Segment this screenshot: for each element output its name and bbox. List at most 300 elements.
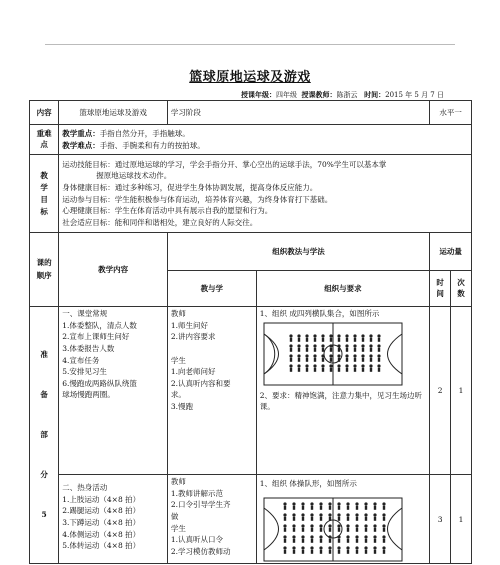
student-figure-body	[347, 517, 349, 521]
student-figure-body	[365, 539, 367, 543]
student-figure	[301, 546, 304, 549]
student-figure	[337, 502, 340, 505]
student-figure-body	[356, 550, 358, 554]
org-requirements-header: 组织与要求	[256, 271, 429, 307]
student-figure-body	[320, 528, 322, 532]
student-figure-body	[320, 506, 322, 510]
student-figure-body	[346, 338, 348, 342]
student-figure	[305, 334, 308, 337]
student-figure	[346, 546, 349, 549]
student-figure-body	[370, 348, 372, 352]
student-figure-body	[293, 550, 295, 554]
student-figure-body	[311, 506, 313, 510]
student-figure-body	[290, 368, 292, 372]
student-figure-body	[374, 506, 376, 510]
student-figure-body	[338, 358, 340, 362]
row-content	[30, 101, 472, 125]
student-figure-body	[320, 550, 322, 554]
student-figure	[328, 502, 331, 505]
student-figure	[337, 524, 340, 527]
key-point-text: 手指自然分开，手指触球。	[99, 128, 190, 138]
document-title: 篮球原地运球及游戏	[189, 70, 311, 85]
section1-time: 2	[430, 307, 451, 475]
student-figure-body	[306, 368, 308, 372]
student-figure	[301, 513, 304, 516]
content-line: 4.体侧运动（4×8 拍）	[62, 529, 141, 539]
student-figure	[361, 364, 364, 367]
student-figure	[345, 354, 348, 357]
goal-line: 运动技能目标：通过原地运球的学习，学会手指分开、掌心空出的运球手法，70%学生可以基本掌	[62, 159, 387, 169]
student-figure	[337, 354, 340, 357]
student-figure-body	[330, 348, 332, 352]
student-figure	[382, 513, 385, 516]
student-figure-body	[338, 539, 340, 543]
part-char: 部	[40, 430, 48, 439]
student-figure	[292, 546, 295, 549]
teach-line: 2.学习模仿教师动	[170, 546, 231, 556]
time-label: 时间：	[364, 90, 386, 99]
stage-cell: 学习阶段	[167, 101, 429, 125]
student-figure-body	[356, 539, 358, 543]
student-figure-body	[362, 358, 364, 362]
student-figure	[377, 344, 380, 347]
court-left-arc	[264, 334, 275, 374]
content-line: 球场慢跑两圈。	[62, 390, 115, 400]
student-figure	[382, 546, 385, 549]
student-figure-body	[284, 506, 286, 510]
student-figure-body	[374, 539, 376, 543]
teacher-label: 授课教师：	[301, 90, 337, 99]
content-line: 2.踢腿运动（4×8 拍）	[62, 506, 141, 516]
student-figure	[345, 334, 348, 337]
section2-time: 3	[430, 475, 451, 564]
student-figure-body	[354, 358, 356, 362]
student-figure-body	[298, 368, 300, 372]
student-figure-body	[338, 506, 340, 510]
exercise-load-header: 运动量	[430, 233, 472, 271]
teacher-value: 陈浙云	[336, 91, 358, 99]
student-figure	[369, 344, 372, 347]
student-figure	[319, 546, 322, 549]
student-figure-body	[378, 338, 380, 342]
order-label-text: 课的顺序	[36, 257, 52, 280]
student-figure	[337, 513, 340, 516]
student-figure-body	[338, 348, 340, 352]
student-figure	[361, 344, 364, 347]
student-figure	[289, 334, 292, 337]
student-figure	[337, 334, 340, 337]
goals-label-text: 教学目标	[40, 170, 48, 216]
student-figure-body	[322, 348, 324, 352]
student-figure	[382, 502, 385, 505]
student-figure-body	[374, 550, 376, 554]
student-figure	[301, 524, 304, 527]
teach-line: 3.慢跑	[170, 402, 194, 411]
student-figure-body	[365, 528, 367, 532]
student-figure-body	[306, 338, 308, 342]
student-figure-body	[302, 506, 304, 510]
student-figure-body	[338, 528, 340, 532]
student-figure	[373, 502, 376, 505]
student-figure	[283, 546, 286, 549]
student-figure	[301, 535, 304, 538]
student-figure-body	[284, 539, 286, 543]
content-line: 1.上肢运动（4×8 拍）	[62, 494, 141, 504]
student-figure	[283, 535, 286, 538]
part-char: 备	[40, 390, 48, 399]
student-figure	[346, 535, 349, 538]
goals-label	[30, 155, 59, 233]
court-left-key	[264, 334, 279, 374]
student-figure-body	[370, 368, 372, 372]
student-figure	[321, 334, 324, 337]
student-figure	[369, 334, 372, 337]
student-figure	[310, 524, 313, 527]
org-text: 2、要求：精神饱满，注意力集中，见习生场边听课。	[259, 391, 422, 412]
student-figure	[329, 344, 332, 347]
content-line: 5.体转运动（4×8 拍）	[62, 541, 141, 551]
teach-line: 2.认真听内容和要	[170, 378, 231, 388]
student-figure	[364, 513, 367, 516]
student-figure	[353, 354, 356, 357]
goals-cell	[59, 155, 472, 233]
student-figure	[319, 502, 322, 505]
student-figure	[346, 502, 349, 505]
teach-line: 教师	[170, 309, 186, 318]
row-section-2	[30, 475, 472, 564]
content-label: 内容	[30, 101, 59, 125]
org-text: 1、组织 成四列横队集合，如图所示	[259, 309, 380, 318]
student-figure-body	[293, 517, 295, 521]
student-figure	[364, 546, 367, 549]
student-figure	[382, 524, 385, 527]
student-figure	[313, 334, 316, 337]
student-figure	[364, 535, 367, 538]
student-figure-body	[284, 550, 286, 554]
student-figure-body	[322, 368, 324, 372]
student-figure	[369, 364, 372, 367]
content-line: 2.宣布上课师生问好	[62, 332, 130, 342]
student-figure-body	[290, 348, 292, 352]
times-header-text: 次数	[457, 278, 465, 298]
student-figure-body	[290, 338, 292, 342]
student-figure-body	[338, 517, 340, 521]
teach-line: 学生	[170, 355, 186, 365]
student-figure	[328, 513, 331, 516]
student-figure-body	[311, 550, 313, 554]
student-figure-body	[383, 517, 385, 521]
student-figure	[297, 364, 300, 367]
org-methods-header: 组织教法与学法	[167, 233, 429, 271]
student-figure	[328, 546, 331, 549]
student-figure-body	[346, 368, 348, 372]
teach-line	[171, 343, 253, 355]
student-figure-body	[329, 528, 331, 532]
student-figure-body	[374, 517, 376, 521]
student-figure-body	[365, 506, 367, 510]
court-right-key	[387, 508, 402, 550]
teach-line: 做	[170, 511, 179, 521]
student-figure	[321, 364, 324, 367]
grade-value: 四年级	[276, 91, 297, 99]
content-line: 3.体委报告人数	[62, 343, 115, 353]
grade-label: 授课年级：	[241, 90, 276, 99]
student-figure	[289, 354, 292, 357]
difficulty-text: 手指、手腕柔和有力的按拍球。	[99, 140, 205, 150]
lesson-meta	[241, 90, 444, 100]
student-figure-body	[354, 348, 356, 352]
student-figure	[382, 535, 385, 538]
student-figure-body	[365, 550, 367, 554]
student-figure-body	[330, 338, 332, 342]
student-figure-body	[378, 358, 380, 362]
student-figure	[310, 502, 313, 505]
student-figure	[321, 354, 324, 357]
content-line: 5.安排见习生	[62, 367, 107, 377]
student-figure-body	[338, 338, 340, 342]
time-value: 2015 年 5 月 7 日	[385, 91, 444, 99]
student-figure-body	[293, 539, 295, 543]
key-label: 重难点	[30, 125, 59, 155]
part-char: 分	[40, 470, 48, 479]
goal-line: 身体健康目标：通过多种练习，促进学生身体协调发展，提高身体反应能力。	[62, 182, 318, 192]
teach-line: 1.向老师问好	[170, 367, 216, 377]
student-figure	[297, 354, 300, 357]
court-left-key	[264, 508, 279, 550]
key-point-label: 教学重点：	[62, 128, 100, 138]
student-figure-body	[306, 358, 308, 362]
student-figure-body	[314, 358, 316, 362]
student-formation	[289, 334, 380, 371]
header-rule	[45, 44, 455, 45]
student-figure-body	[329, 506, 331, 510]
student-figure-body	[298, 358, 300, 362]
student-figure	[329, 354, 332, 357]
student-figure	[369, 354, 372, 357]
teach-line: 求。	[170, 390, 186, 400]
time-header-text: 时间	[436, 278, 444, 298]
teach-line: 教师	[170, 477, 186, 486]
section2-teach	[167, 475, 256, 564]
student-figure	[329, 334, 332, 337]
student-figure-body	[383, 539, 385, 543]
student-figure	[337, 364, 340, 367]
content-line: 6.慢跑成两路纵队绕篮	[62, 378, 137, 388]
student-figure	[355, 502, 358, 505]
student-figure-body	[338, 550, 340, 554]
student-figure-body	[374, 528, 376, 532]
student-figure	[337, 535, 340, 538]
teach-line: 1.认真听从口令	[170, 535, 224, 545]
student-figure-body	[347, 506, 349, 510]
student-figure	[305, 344, 308, 347]
student-figure	[361, 334, 364, 337]
student-figure-body	[329, 539, 331, 543]
student-figure	[310, 535, 313, 538]
section1-content	[59, 307, 168, 475]
student-figure	[310, 513, 313, 516]
student-figure-body	[378, 348, 380, 352]
student-figure	[301, 502, 304, 505]
section2-count: 1	[451, 475, 472, 564]
student-figure-body	[356, 517, 358, 521]
content-value: 篮球原地运球及游戏	[59, 101, 168, 125]
section2-org	[256, 475, 429, 564]
student-figure-body	[347, 550, 349, 554]
student-figure	[328, 535, 331, 538]
row-key-points	[30, 125, 472, 155]
student-figure-body	[370, 338, 372, 342]
student-figure-body	[370, 358, 372, 362]
lesson-plan-table	[29, 100, 472, 564]
student-figure-body	[356, 528, 358, 532]
student-figure	[305, 354, 308, 357]
student-figure-body	[298, 348, 300, 352]
student-figure-body	[347, 539, 349, 543]
student-figure	[353, 334, 356, 337]
student-figure-body	[329, 550, 331, 554]
student-figure	[373, 513, 376, 516]
part-label	[30, 307, 59, 564]
student-figure-body	[302, 517, 304, 521]
row-header-1	[30, 233, 472, 271]
student-figure-body	[346, 348, 348, 352]
student-figure-body	[311, 528, 313, 532]
student-figure	[328, 524, 331, 527]
difficulty-label: 教学难点：	[62, 140, 100, 150]
student-figure	[355, 535, 358, 538]
student-figure-body	[354, 368, 356, 372]
section1-teach	[167, 307, 256, 475]
teach-line: 1.教师讲解示范	[170, 488, 224, 498]
student-figure-body	[293, 528, 295, 532]
key-cell	[59, 125, 472, 155]
student-figure-body	[329, 517, 331, 521]
student-figure-body	[330, 368, 332, 372]
teach-line: 1.师生问好	[170, 320, 209, 330]
student-figure-body	[302, 528, 304, 532]
student-figure	[373, 524, 376, 527]
part-char: 5	[41, 510, 47, 519]
student-figure	[313, 344, 316, 347]
student-figure-body	[320, 517, 322, 521]
court-formation-diagram	[263, 322, 403, 386]
content-line: 一、课堂常规	[62, 309, 108, 318]
student-figure-body	[314, 368, 316, 372]
student-figure-body	[322, 358, 324, 362]
student-figure-body	[311, 517, 313, 521]
student-figure-body	[346, 358, 348, 362]
student-figure	[321, 344, 324, 347]
student-figure	[364, 524, 367, 527]
content-line: 1.体委整队，清点人数	[62, 320, 137, 330]
student-figure	[313, 354, 316, 357]
student-figure-body	[362, 348, 364, 352]
student-figure	[313, 364, 316, 367]
student-figure-body	[284, 528, 286, 532]
student-figure-body	[298, 338, 300, 342]
student-figure	[355, 513, 358, 516]
student-figure	[377, 354, 380, 357]
level-cell: 水平一	[430, 101, 472, 125]
student-figure	[292, 535, 295, 538]
student-figure-body	[320, 539, 322, 543]
student-figure	[329, 364, 332, 367]
goal-line: 握原地运球技术动作。	[96, 171, 172, 181]
teach-line: 2.口令引导学生齐	[170, 500, 231, 510]
content-line: 3.下蹲运动（4×8 拍）	[62, 517, 141, 527]
student-formation	[283, 502, 385, 553]
student-figure	[319, 535, 322, 538]
student-figure	[319, 524, 322, 527]
student-figure-body	[314, 338, 316, 342]
student-figure	[289, 344, 292, 347]
section1-org	[256, 307, 429, 475]
student-figure	[364, 502, 367, 505]
student-figure	[355, 546, 358, 549]
student-figure-body	[354, 338, 356, 342]
student-figure-body	[302, 550, 304, 554]
student-figure-body	[383, 506, 385, 510]
row-goals	[30, 155, 472, 233]
times-header	[451, 271, 472, 307]
student-figure	[345, 364, 348, 367]
student-figure	[353, 364, 356, 367]
goal-line: 社会适应目标：能和同伴和谐相处，建立良好的人际交往。	[62, 217, 258, 227]
time-header	[430, 271, 451, 307]
student-figure	[345, 344, 348, 347]
student-figure-body	[293, 506, 295, 510]
student-figure	[283, 502, 286, 505]
student-figure-body	[362, 338, 364, 342]
org-text: 1、组织 体操队形，如图所示	[259, 479, 357, 488]
student-figure-body	[284, 517, 286, 521]
student-figure-body	[383, 528, 385, 532]
student-figure	[283, 513, 286, 516]
student-figure-body	[356, 506, 358, 510]
section1-count: 1	[451, 307, 472, 475]
student-figure	[292, 513, 295, 516]
content-line: 二、热身活动	[62, 483, 108, 492]
student-figure-body	[383, 550, 385, 554]
teach-line: 学生	[170, 523, 186, 533]
student-figure	[373, 535, 376, 538]
student-figure	[310, 546, 313, 549]
student-figure	[377, 364, 380, 367]
student-figure-body	[314, 348, 316, 352]
goal-line: 运动参与目标：学生能积极参与体育运动，培养体育兴趣，为终身体育打下基础。	[62, 194, 333, 204]
order-label	[30, 233, 59, 307]
student-figure	[297, 344, 300, 347]
student-figure	[283, 524, 286, 527]
student-figure	[337, 546, 340, 549]
student-figure	[346, 524, 349, 527]
student-figure	[292, 502, 295, 505]
teach-learn-header: 教与学	[167, 271, 256, 307]
student-figure-body	[362, 368, 364, 372]
student-figure	[373, 546, 376, 549]
student-figure	[305, 364, 308, 367]
student-figure-body	[347, 528, 349, 532]
student-figure-body	[330, 358, 332, 362]
gym-formation-diagram	[263, 492, 403, 562]
student-figure-body	[290, 358, 292, 362]
student-figure-body	[302, 539, 304, 543]
student-figure	[355, 524, 358, 527]
teach-line: 2.讲内容要求	[170, 332, 216, 342]
student-figure	[361, 354, 364, 357]
student-figure	[337, 344, 340, 347]
